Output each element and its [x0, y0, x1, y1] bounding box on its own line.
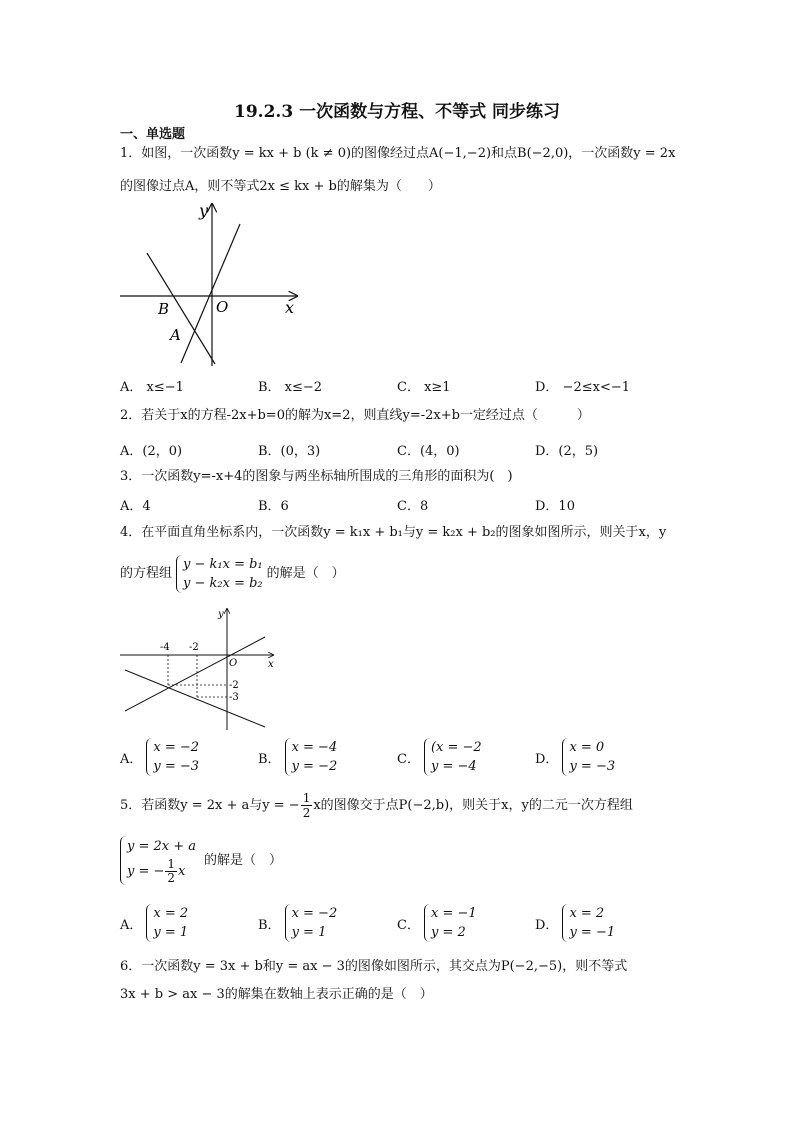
q4-stem-line1: 4．在平面直角坐标系内，一次函数y = k₁x + b₁与y = k₂x + b₂的图象如图所示，则关于x，y: [120, 525, 667, 540]
section-heading: 一、单选题: [120, 127, 186, 142]
q1-option-a[interactable]: A． x≤−1: [120, 380, 184, 395]
option-system: [562, 904, 615, 942]
q5-option-c[interactable]: [397, 904, 477, 942]
frac-den: 2: [302, 806, 311, 820]
point-b-label: B: [158, 300, 170, 318]
q4-equation-system: [176, 555, 263, 593]
q4-option-b[interactable]: [258, 738, 337, 776]
q5-stem-line2: [120, 836, 282, 885]
q3-stem: 3．一次函数y=-x+4的图象与两坐标轴所围成的三角形的面积为( ): [120, 469, 513, 484]
option-label: D．: [535, 751, 559, 767]
q2-option-a[interactable]: A．(2，0): [120, 444, 183, 459]
option-eq1: x = 0: [569, 740, 605, 755]
option-system: [424, 904, 477, 942]
option-system: [146, 904, 188, 942]
q3-option-a[interactable]: A．4: [120, 499, 151, 514]
option-eq1: x = −2: [291, 906, 338, 921]
option-label: D．: [535, 917, 559, 933]
option-eq2: y = 1: [153, 925, 189, 940]
q4-option-c[interactable]: [397, 738, 482, 776]
option-label: A．: [120, 751, 143, 767]
q1-option-c[interactable]: C． x≥1: [397, 380, 451, 395]
q5-post: 的解是（ ）: [204, 852, 283, 868]
option-label: B．: [258, 751, 281, 767]
option-system: [285, 904, 338, 942]
q5-option-d[interactable]: [535, 904, 615, 942]
tick-label-n3: -3: [229, 692, 239, 703]
option-eq1: (x = −2: [430, 740, 482, 755]
q4-graph: [115, 605, 285, 735]
q1-stem-line2: 的图像过点A，则不等式2x ≤ kx + b的解集为（ ）: [120, 179, 441, 194]
q4-option-d[interactable]: [535, 738, 615, 776]
fraction-one-half: [301, 791, 313, 820]
origin-label: O: [216, 298, 229, 316]
q4-eq1: y − k₁x = b₁: [183, 557, 263, 572]
option-eq2: y = −2: [291, 759, 338, 774]
q3-option-c[interactable]: C．8: [397, 499, 429, 514]
q5-equation-system: [120, 836, 196, 885]
option-eq1: x = −1: [430, 906, 477, 921]
q5-stem-line1: [120, 791, 633, 820]
point-a-label: A: [170, 326, 181, 344]
option-eq1: x = 2: [569, 906, 605, 921]
fraction-one-half-2: [165, 858, 177, 885]
frac-num: 1: [302, 791, 311, 805]
q5-option-b[interactable]: [258, 904, 337, 942]
q5-eq2-b: x: [178, 863, 186, 879]
option-eq2: y = −4: [430, 759, 477, 774]
x-axis-label: x: [285, 298, 295, 317]
q4-pre: 的方程组: [120, 566, 173, 581]
option-system: [424, 738, 482, 776]
q5-option-a[interactable]: [120, 904, 188, 942]
q5-text-b: x的图像交于点P(−2,b)，则关于x，y的二元一次方程组: [313, 797, 633, 813]
q6-stem-line2: 3x + b > ax − 3的解集在数轴上表示正确的是（ ）: [120, 987, 433, 1002]
q2-option-c[interactable]: C．(4，0): [397, 444, 460, 459]
page-title: 19.2.3 一次函数与方程、不等式 同步练习: [234, 102, 560, 122]
frac-num: 1: [167, 857, 176, 871]
q1-option-b[interactable]: B． x≤−2: [258, 380, 323, 395]
option-label: C．: [397, 917, 420, 933]
option-system: [146, 738, 199, 776]
line-1: [125, 670, 265, 727]
q1-option-d[interactable]: D． −2≤x<−1: [535, 380, 630, 395]
q3-option-d[interactable]: D．10: [535, 499, 575, 514]
option-eq1: x = 2: [153, 906, 189, 921]
q4-stem-line2: [120, 555, 345, 593]
q4-eq2: y − k₂x = b₂: [183, 576, 263, 591]
q5-eq1: y = 2x + a: [127, 839, 197, 854]
option-label: A．: [120, 917, 143, 933]
q1-graph: [115, 198, 315, 368]
q5-eq2-a: y = −: [127, 863, 165, 879]
option-eq1: x = −4: [291, 740, 338, 755]
q3-option-b[interactable]: B．6: [258, 499, 289, 514]
frac-den: 2: [167, 871, 176, 885]
q5-eq2: [127, 858, 196, 885]
x-axis-label: x: [268, 659, 274, 670]
q5-text-a: 5．若函数y = 2x + a与y = −: [120, 797, 300, 813]
tick-label-m4: -4: [160, 642, 170, 653]
option-system: [562, 738, 615, 776]
option-eq2: y = −3: [153, 759, 200, 774]
option-label: B．: [258, 917, 281, 933]
option-eq1: x = −2: [153, 740, 200, 755]
option-eq2: y = −1: [569, 925, 616, 940]
tick-label-n2: -2: [229, 680, 239, 691]
q4-option-a[interactable]: [120, 738, 199, 776]
q2-option-d[interactable]: D．(2，5): [535, 444, 599, 459]
q6-stem-line1: 6．一次函数y = 3x + b和y = ax − 3的图像如图所示，其交点为P(−2,−5)，则不等式: [120, 959, 628, 974]
option-eq2: y = −3: [569, 759, 616, 774]
q4-post: 的解是（ ）: [266, 566, 345, 581]
tick-label-m2: -2: [189, 642, 199, 653]
option-eq2: y = 1: [291, 925, 327, 940]
option-system: [285, 738, 338, 776]
q1-stem-line1: 1．如图，一次函数y = kx + b (k ≠ 0)的图像经过点A(−1,−2)和点B(−2,0)，一次函数y = 2x: [120, 146, 676, 161]
line-y-2x: [181, 224, 240, 363]
q2-stem: 2．若关于x的方程-2x+b=0的解为x=2，则直线y=-2x+b一定经过点（ ）: [120, 408, 590, 423]
option-eq2: y = 2: [430, 925, 466, 940]
q2-option-b[interactable]: B．(0，3): [258, 444, 321, 459]
origin-label: O: [229, 658, 238, 669]
y-axis-label: y: [218, 609, 224, 620]
option-label: C．: [397, 751, 420, 767]
y-axis-label: y: [199, 201, 209, 220]
